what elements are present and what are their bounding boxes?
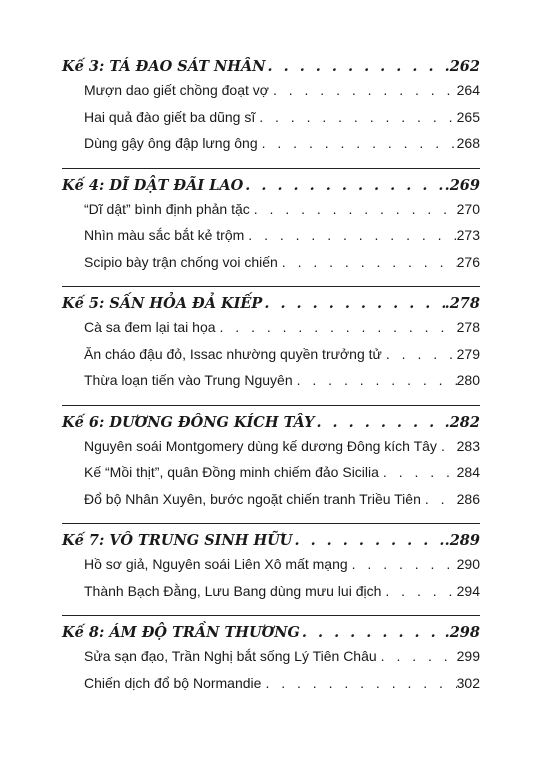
- entry-page-number: 268: [456, 135, 480, 151]
- toc-entry[interactable]: [62, 135, 480, 162]
- entry-title: Ăn cháo đậu đỏ, Issac nhường quyền trưởng tử: [84, 345, 382, 362]
- section-heading[interactable]: [62, 177, 480, 201]
- entry-title: Sửa sạn đạo, Trần Nghị bắt sống Lý Tiên Châu: [84, 648, 377, 664]
- toc-section: [62, 624, 480, 707]
- entry-page-number: 283: [456, 437, 480, 454]
- entry-title: Hồ sơ giả, Nguyên soái Liên Xô mất mạng: [84, 556, 348, 572]
- toc-section: [62, 58, 480, 169]
- entry-page-number: 265: [456, 108, 480, 125]
- entry-page-number: 299: [456, 648, 480, 664]
- section-title: Kế 7: VÔ TRUNG SINH HỮU: [62, 532, 293, 549]
- dot-leader: [292, 532, 444, 549]
- entry-page-number: 264: [456, 82, 480, 98]
- entry-title: Dùng gậy ông đập lưng ông: [84, 135, 258, 151]
- dot-leader: [437, 438, 457, 454]
- entry-title: Mượn dao giết chồng đoạt vợ: [84, 82, 269, 98]
- dot-leader: [421, 491, 457, 507]
- toc-section: [62, 295, 480, 406]
- entry-title: Nhìn màu sắc bắt kẻ trộm: [84, 227, 245, 243]
- section-title: Kế 4: DĨ DẬT ĐÃI LAO: [62, 176, 244, 194]
- entry-page-number: 294: [456, 582, 480, 599]
- dot-leader: [314, 414, 444, 431]
- dot-leader: [243, 177, 444, 194]
- entry-page-number: 270: [456, 200, 480, 217]
- dot-leader: [379, 464, 457, 480]
- toc-section: [62, 414, 480, 525]
- entry-title: Đổ bộ Nhân Xuyên, bước ngoặt chiến tranh Triều Tiên: [84, 490, 421, 507]
- section-page-number: .289: [444, 532, 480, 549]
- entry-page-number: 279: [456, 345, 480, 362]
- dot-leader: [293, 372, 457, 388]
- section-heading[interactable]: [62, 414, 480, 438]
- toc-entry[interactable]: [62, 464, 480, 491]
- toc-entry[interactable]: [62, 319, 480, 346]
- entry-page-number: 273: [456, 227, 480, 243]
- dot-leader: [262, 295, 444, 312]
- toc-entry[interactable]: [62, 675, 480, 702]
- toc-entry[interactable]: [62, 346, 480, 373]
- toc-entry[interactable]: [62, 254, 480, 281]
- dot-leader: [278, 254, 457, 270]
- dot-leader: [250, 201, 457, 217]
- toc-entry[interactable]: [62, 109, 480, 136]
- dot-leader: [216, 319, 457, 335]
- section-title: Kế 5: SẤN HỎA ĐẢ KIẾP: [62, 295, 263, 312]
- section-page-number: .278: [444, 295, 480, 312]
- toc-entry[interactable]: [62, 82, 480, 109]
- dot-leader: [244, 227, 456, 243]
- toc-entry[interactable]: [62, 556, 480, 583]
- section-heading[interactable]: [62, 532, 480, 556]
- section-heading[interactable]: [62, 624, 480, 648]
- entry-page-number: 284: [456, 464, 480, 480]
- dot-leader: [377, 648, 457, 664]
- dot-leader: [261, 675, 456, 691]
- dot-leader: [255, 109, 456, 125]
- entry-title: Scipio bày trận chống voi chiến: [84, 253, 278, 270]
- entry-page-number: 278: [456, 319, 480, 335]
- entry-title: Chiến dịch đổ bộ Normandie: [84, 674, 262, 691]
- dot-leader: [381, 583, 456, 599]
- section-page-number: .262: [444, 58, 480, 75]
- toc-entry[interactable]: [62, 201, 480, 228]
- entry-page-number: 290: [456, 556, 480, 572]
- toc-entry[interactable]: [62, 648, 480, 675]
- entry-title: Nguyên soái Montgomery dùng kế dương Đông kích Tây: [84, 437, 437, 454]
- entry-page-number: 302: [456, 674, 480, 691]
- entry-title: Hai quả đào giết ba dũng sĩ: [84, 108, 256, 125]
- section-heading[interactable]: [62, 58, 480, 82]
- dot-leader: [300, 624, 445, 641]
- section-page-number: .269: [444, 176, 480, 194]
- dot-leader: [348, 556, 457, 572]
- toc-entry[interactable]: [62, 372, 480, 399]
- entry-title: Kế “Mồi thịt”, quân Đồng minh chiếm đảo Sicilia: [84, 464, 379, 480]
- entry-page-number: 286: [456, 490, 480, 507]
- section-title: Kế 6: DƯƠNG ĐÔNG KÍCH TÂY: [62, 413, 315, 431]
- entry-title: “Dĩ dật” bình định phản tặc: [84, 200, 250, 217]
- section-title: Kế 3: TÁ ĐAO SÁT NHÂN: [62, 58, 266, 75]
- section-page-number: .282: [444, 413, 480, 431]
- section-page-number: .298: [444, 624, 480, 641]
- toc-section: [62, 177, 480, 288]
- entry-title: Thừa loạn tiến vào Trung Nguyên: [84, 372, 293, 388]
- section-title: Kế 8: ÁM ĐỘ TRẦN THƯƠNG: [62, 624, 300, 641]
- section-heading[interactable]: [62, 295, 480, 319]
- entry-title: Cà sa đem lại tai họa: [84, 319, 216, 335]
- dot-leader: [269, 82, 457, 98]
- toc-entry[interactable]: [62, 491, 480, 518]
- dot-leader: [266, 58, 445, 75]
- toc-entry[interactable]: [62, 583, 480, 610]
- entry-title: Thành Bạch Đằng, Lưu Bang dùng mưu lui địch: [84, 582, 382, 599]
- dot-leader: [258, 135, 457, 151]
- entry-page-number: 280: [456, 372, 480, 388]
- toc-section: [62, 532, 480, 616]
- toc-entry[interactable]: [62, 438, 480, 465]
- dot-leader: [382, 346, 457, 362]
- table-of-contents: [62, 58, 480, 715]
- toc-entry[interactable]: [62, 227, 480, 254]
- entry-page-number: 276: [456, 253, 480, 270]
